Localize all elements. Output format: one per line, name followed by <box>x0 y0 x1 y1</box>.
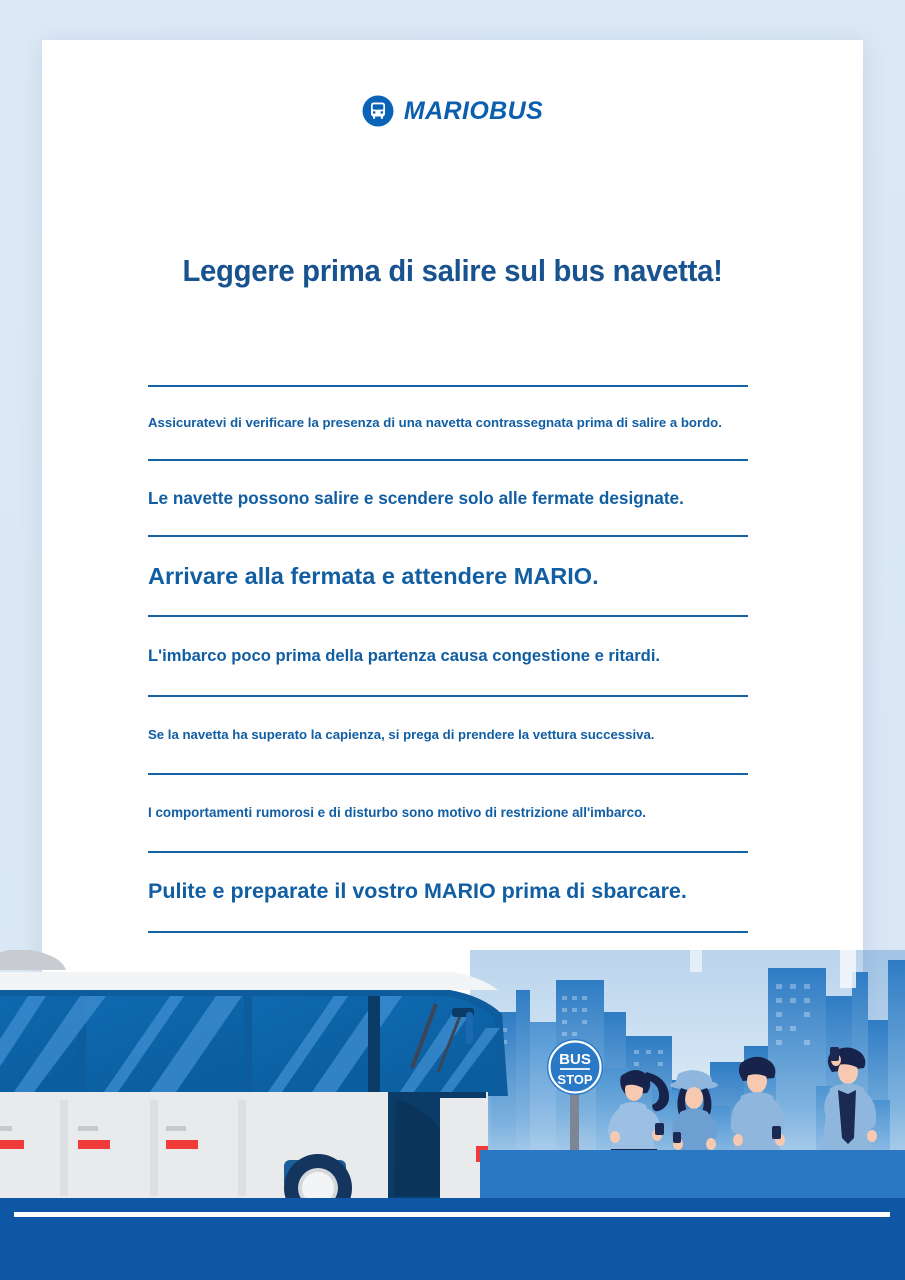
list-item <box>148 617 748 695</box>
bottom-illustration <box>0 950 905 1280</box>
bus-stop-line2: STOP <box>557 1072 593 1087</box>
list-item <box>148 853 748 931</box>
rule-text: Pulite e preparate il vostro MARIO prima di sbarcare. <box>148 879 687 904</box>
list-item <box>148 697 748 773</box>
page-title: Leggere prima di salire sul bus navetta! <box>182 254 723 288</box>
rule-divider <box>148 931 748 933</box>
rule-text: L'imbarco poco prima della partenza causa congestione e ritardi. <box>148 646 661 666</box>
bus-stop-line1: BUS <box>559 1051 591 1068</box>
list-item <box>148 775 748 851</box>
bus-graphic <box>0 950 508 1222</box>
list-item <box>148 387 748 459</box>
rule-text: Arrivare alla fermata e attendere MARIO. <box>148 562 599 589</box>
list-item <box>148 461 748 535</box>
rule-text: I comportamenti rumorosi e di disturbo sono motivo di restrizione all'imbarco. <box>148 804 646 820</box>
brand-name: MARIOBUS <box>403 96 544 125</box>
rule-text: Se la navetta ha superato la capienza, si prega di prendere la vettura successiva. <box>148 727 655 743</box>
road-bar <box>0 1198 905 1280</box>
bus-icon <box>362 95 394 127</box>
brand-logo <box>42 95 863 127</box>
rule-text: Le navette possono salire e scendere solo alle fermate designate. <box>148 487 684 508</box>
rule-text: Assicuratevi di verificare la presenza di una navetta contrassegnata prima di salire a bordo. <box>148 415 722 431</box>
list-item <box>148 537 748 615</box>
rules-list <box>148 385 748 933</box>
